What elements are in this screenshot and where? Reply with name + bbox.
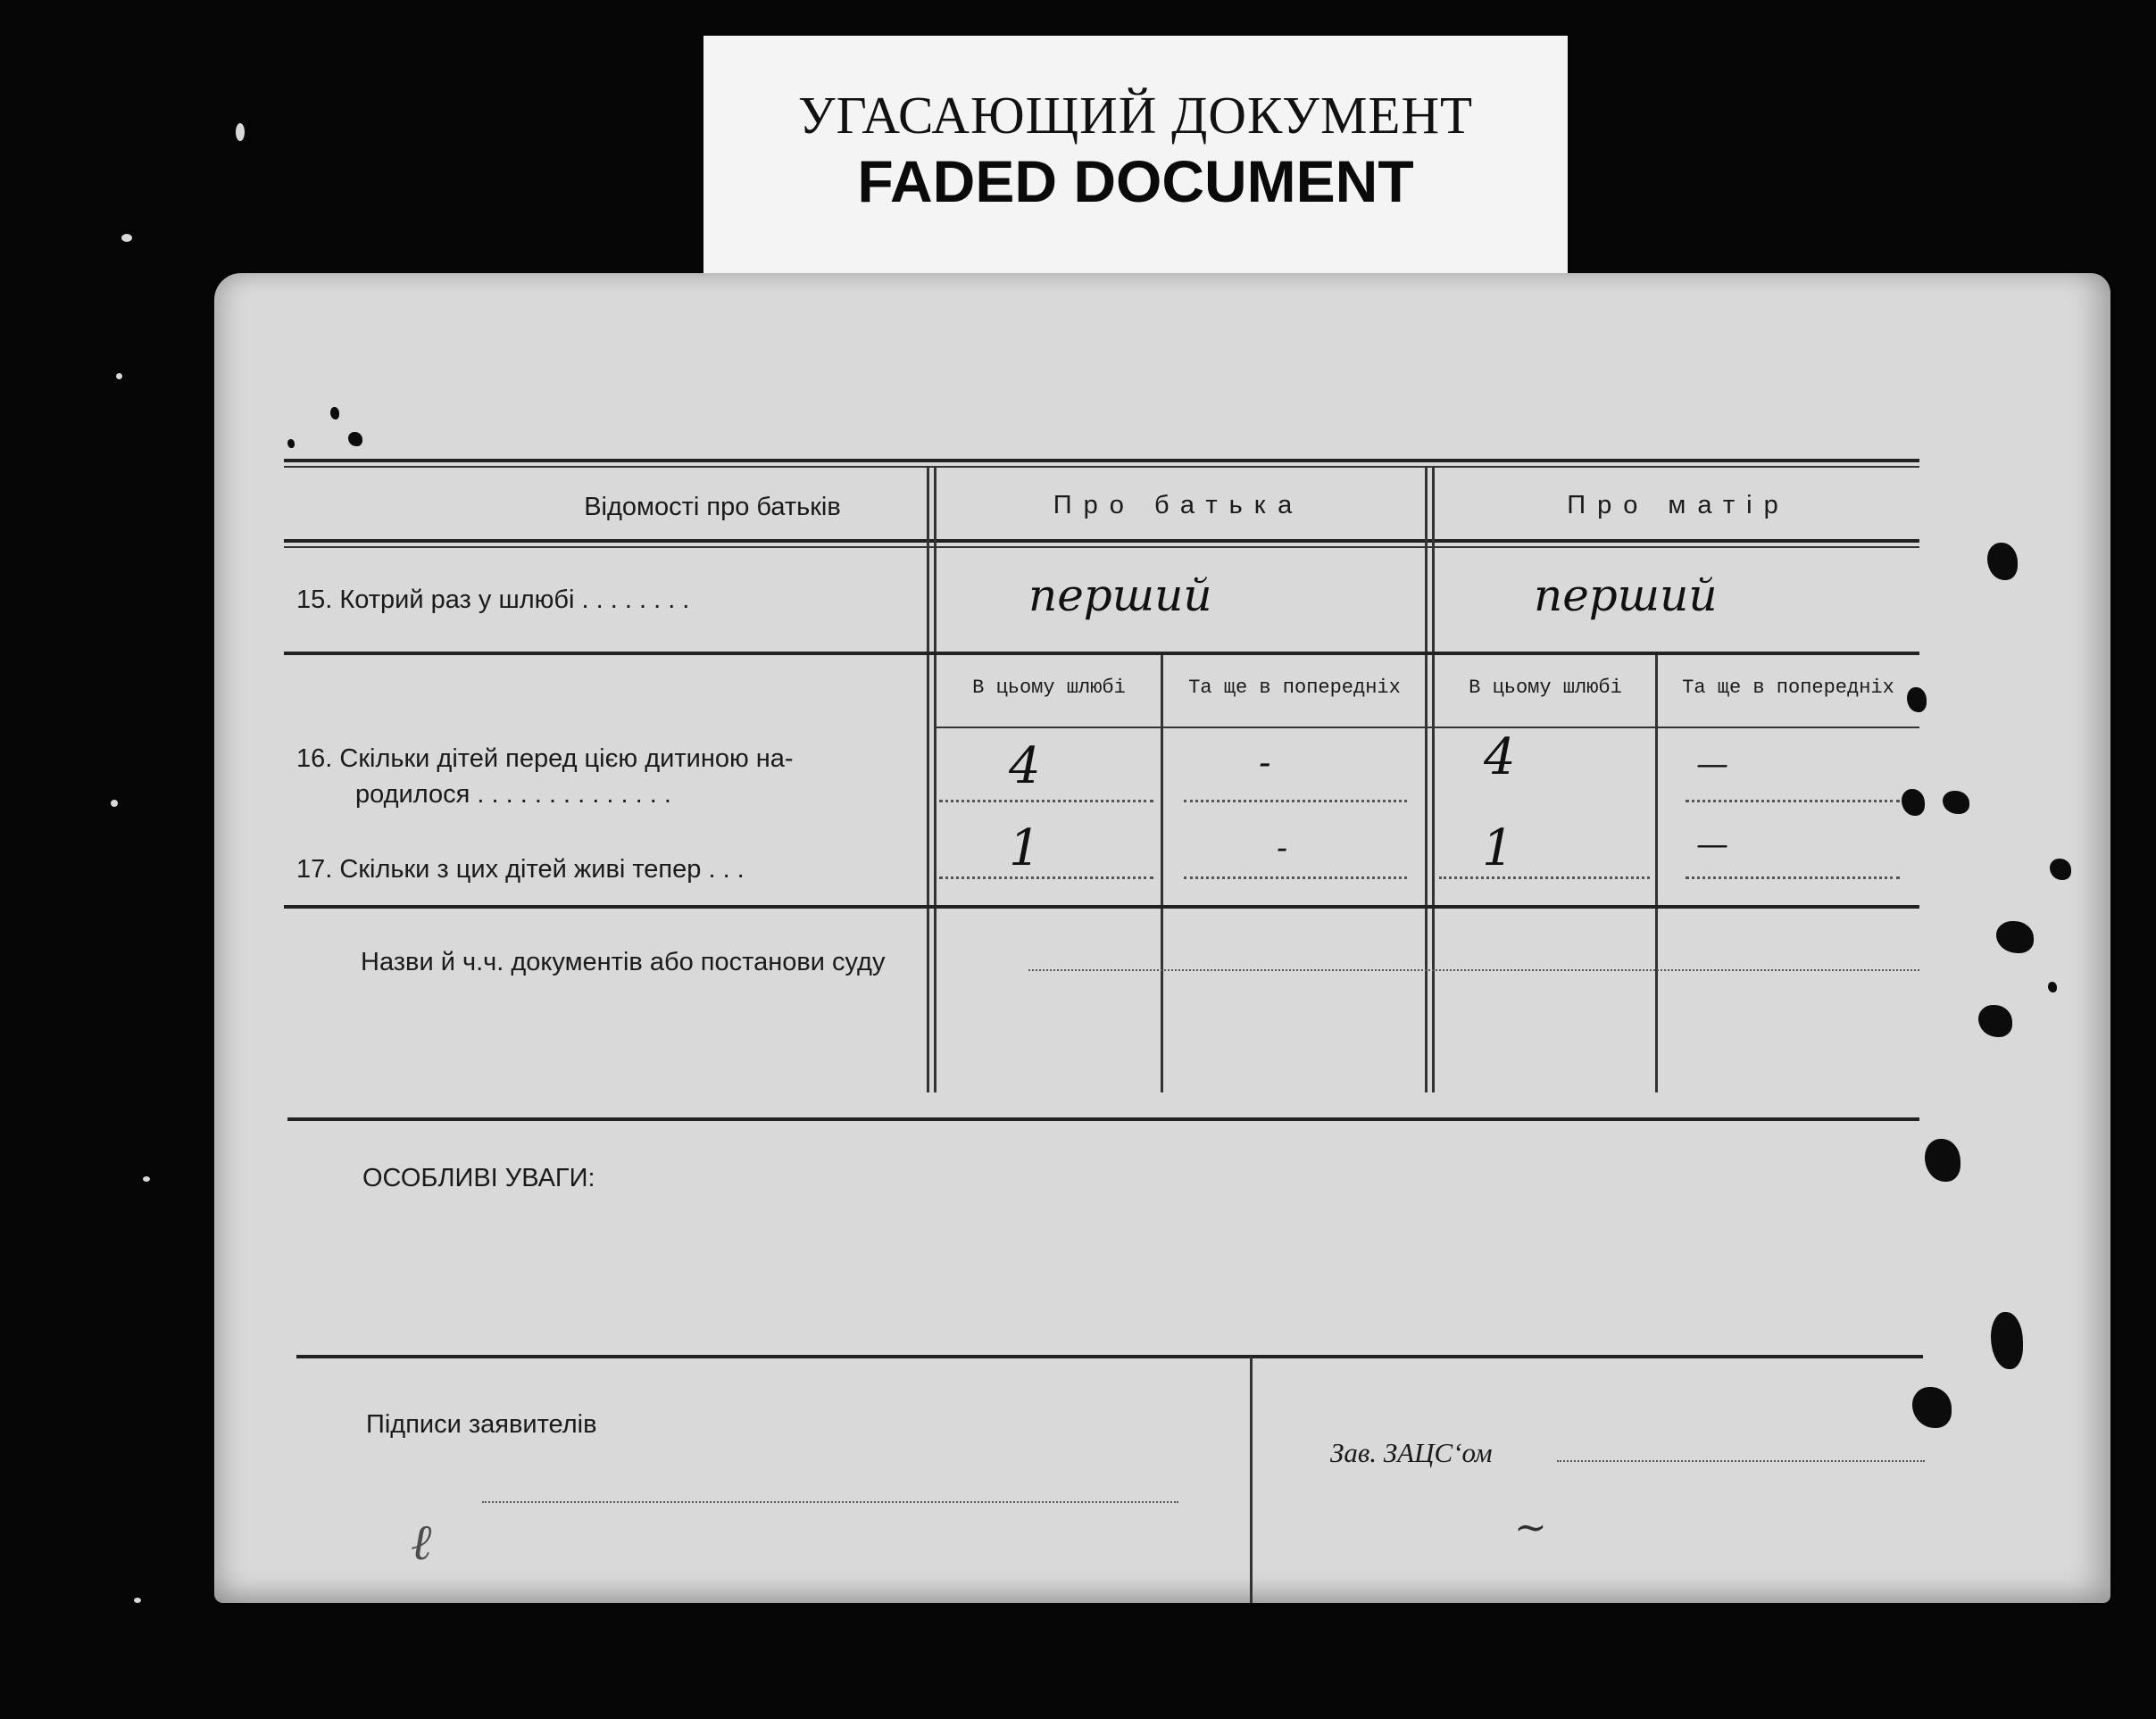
row16-father-this-value: 4 bbox=[1009, 737, 1041, 795]
row17-mother-prev-value: — bbox=[1696, 826, 1728, 863]
header-about-mother: Про матір bbox=[1567, 491, 1790, 519]
punch-hole bbox=[1987, 543, 2018, 580]
punch-hole bbox=[1925, 1139, 1960, 1182]
applicant-signature-line bbox=[482, 1501, 1178, 1503]
row17-father-this-value: 1 bbox=[1009, 819, 1041, 877]
header-parent-info: Відомості про батьків bbox=[584, 493, 841, 521]
row17-mother-this-line bbox=[1439, 876, 1650, 879]
dust-speck bbox=[116, 373, 122, 379]
documents-label: Назви й ч.ч. документів або постанови суду bbox=[361, 948, 886, 976]
registrar-signature-scrawl: ~ bbox=[1514, 1505, 1547, 1550]
registrar-signature-line bbox=[1557, 1460, 1925, 1462]
documents-field-line bbox=[1028, 969, 1919, 971]
subheader-mother-previous: Та ще в попередніх bbox=[1682, 677, 1894, 699]
registrar-label: Зав. ЗАЦС‘ом bbox=[1330, 1437, 1493, 1468]
header-bottom-rule bbox=[284, 539, 1919, 543]
table-bottom-rule bbox=[284, 905, 1919, 909]
dust-speck bbox=[134, 1598, 141, 1603]
row15-bottom-rule bbox=[284, 652, 1919, 655]
subheader-bottom-rule bbox=[934, 727, 1919, 728]
row16-father-prev-value: - bbox=[1259, 743, 1271, 784]
punch-hole bbox=[1912, 1387, 1952, 1428]
subcolumn-divider-mother bbox=[1655, 655, 1658, 1092]
punch-hole bbox=[1943, 791, 1969, 814]
row16-mother-prev-line bbox=[1686, 800, 1900, 802]
label-title-english: FADED DOCUMENT bbox=[857, 148, 1414, 214]
punch-hole bbox=[2050, 859, 2071, 880]
table-top-rule bbox=[284, 459, 1919, 462]
applicant-signature-scrawl: ℓ bbox=[411, 1514, 432, 1572]
row15-label: 15. Котрий раз у шлюбі . . . . . . . . bbox=[296, 585, 690, 614]
row16-label-line1: 16. Скільки дітей перед цією дитиною на- bbox=[296, 744, 794, 773]
notes-section-bottom-rule bbox=[296, 1355, 1923, 1358]
signature-divider bbox=[1250, 1357, 1253, 1603]
dust-speck bbox=[236, 123, 245, 141]
row17-mother-this-value: 1 bbox=[1482, 819, 1514, 877]
row17-label: 17. Скільки з цих дітей живі тепер . . . bbox=[296, 855, 745, 884]
table-top-rule-inner bbox=[284, 466, 1919, 468]
row16-mother-this-value: 4 bbox=[1484, 728, 1516, 786]
subcolumn-divider-father bbox=[1161, 655, 1163, 1092]
punch-hole bbox=[1902, 789, 1925, 816]
applicants-signatures-label: Підписи заявителів bbox=[366, 1410, 597, 1439]
punch-hole bbox=[1907, 687, 1927, 712]
row15-mother-value: перший bbox=[1534, 569, 1718, 621]
subheader-mother-this-marriage: В цьому шлюбі bbox=[1469, 677, 1622, 699]
subheader-father-this-marriage: В цьому шлюбі bbox=[972, 677, 1126, 699]
punch-hole bbox=[1996, 921, 2034, 953]
header-about-father: Про батька bbox=[1053, 491, 1304, 519]
row17-mother-prev-line bbox=[1686, 876, 1900, 879]
row16-mother-prev-value: — bbox=[1696, 746, 1728, 783]
row16-father-prev-line bbox=[1184, 800, 1407, 802]
column-divider-father-inner bbox=[934, 468, 936, 1092]
punch-hole bbox=[2048, 982, 2057, 992]
dust-speck bbox=[143, 1176, 150, 1182]
punch-hole bbox=[1991, 1312, 2023, 1369]
faded-document-label-card bbox=[703, 36, 1568, 296]
documents-section-bottom-rule bbox=[287, 1117, 1919, 1121]
ink-mark bbox=[330, 407, 339, 419]
column-divider-mother-inner bbox=[1432, 468, 1435, 1092]
registration-form-sheet bbox=[214, 273, 2110, 1603]
row15-father-value: перший bbox=[1028, 569, 1212, 621]
row17-father-prev-line bbox=[1184, 876, 1407, 879]
column-divider-father bbox=[927, 468, 929, 1092]
column-divider-mother bbox=[1425, 468, 1428, 1092]
dust-speck bbox=[111, 800, 118, 807]
punch-hole bbox=[1978, 1005, 2012, 1037]
subheader-father-previous: Та ще в попередніх bbox=[1188, 677, 1401, 699]
special-notes-label: ОСОБЛИВІ УВАГИ: bbox=[362, 1164, 595, 1192]
row17-father-this-line bbox=[939, 876, 1153, 879]
row17-father-prev-value: - bbox=[1277, 830, 1288, 867]
ink-mark bbox=[348, 432, 362, 446]
ink-mark bbox=[287, 439, 295, 448]
dust-speck bbox=[121, 234, 132, 242]
header-bottom-rule-inner bbox=[284, 546, 1919, 548]
label-title-russian: УГАСАЮЩИЙ ДОКУМЕНТ bbox=[797, 86, 1474, 145]
row16-label-line2: родилося . . . . . . . . . . . . . . bbox=[355, 780, 671, 809]
row16-father-this-line bbox=[939, 800, 1153, 802]
